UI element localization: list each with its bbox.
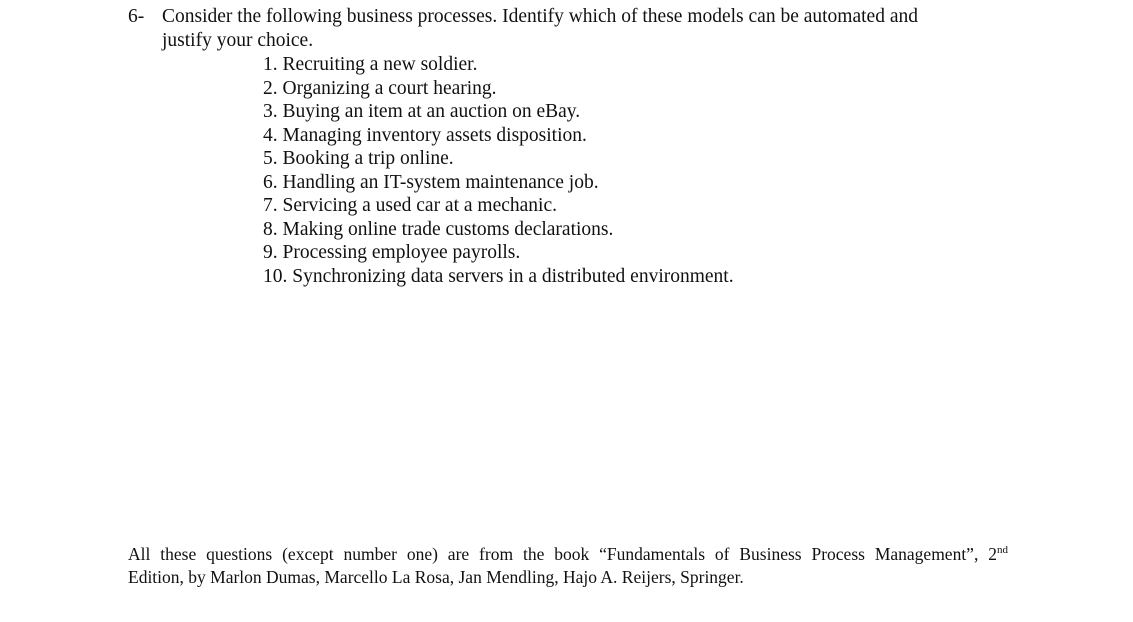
source-note-line-1 (128, 543, 1008, 566)
list-item: 1. Recruiting a new soldier. (263, 54, 478, 75)
list-item: 5. Booking a trip online. (263, 148, 454, 169)
process-list (263, 53, 734, 288)
question-text-line-1: Consider the following business processes. Identify which of these models can be automated and (162, 6, 918, 27)
footer-word: these (160, 544, 197, 564)
footer-word: are (447, 544, 470, 564)
footer-word: (except (282, 544, 334, 564)
question-text-line-2: justify your choice. (162, 30, 314, 51)
footer-word: All (128, 544, 151, 564)
footer-word: Process (811, 544, 865, 564)
footer-word: from (479, 544, 514, 564)
question-number: 6- (128, 6, 145, 27)
list-item: 10. Synchronizing data servers in a distributed environment. (263, 265, 734, 287)
edition-number: 2 (988, 544, 997, 564)
footer-word: number (343, 544, 397, 564)
question-line-2 (128, 29, 1028, 53)
list-item: 3. Buying an item at an auction on eBay. (263, 101, 581, 122)
footer-word: one) (406, 544, 438, 564)
question-line-1 (128, 5, 1028, 29)
footer-word: Management”, (874, 544, 979, 564)
list-item: 2. Organizing a court hearing. (263, 77, 497, 99)
edition-suffix: nd (996, 544, 1008, 556)
list-item: 9. Processing employee payrolls. (263, 242, 521, 263)
question-block (128, 5, 1028, 53)
footer-word: the (522, 544, 545, 564)
list-item: 6. Handling an IT-system maintenance job. (263, 171, 599, 193)
footer-word: of (714, 544, 730, 564)
footer-word: book (554, 544, 590, 564)
footer-word: questions (206, 544, 273, 564)
list-item: 8. Making online trade customs declarations. (263, 218, 614, 240)
source-note (128, 543, 1008, 589)
source-note-line-2: Edition, by Marlon Dumas, Marcello La Rosa, Jan Mendling, Hajo A. Reijers, Springer. (128, 567, 744, 587)
list-item: 4. Managing inventory assets disposition. (263, 124, 587, 146)
footer-word: Business (739, 544, 802, 564)
edition-ordinal (988, 543, 1008, 566)
list-item: 7. Servicing a used car at a mechanic. (263, 195, 557, 216)
footer-word: “Fundamentals (599, 544, 706, 564)
